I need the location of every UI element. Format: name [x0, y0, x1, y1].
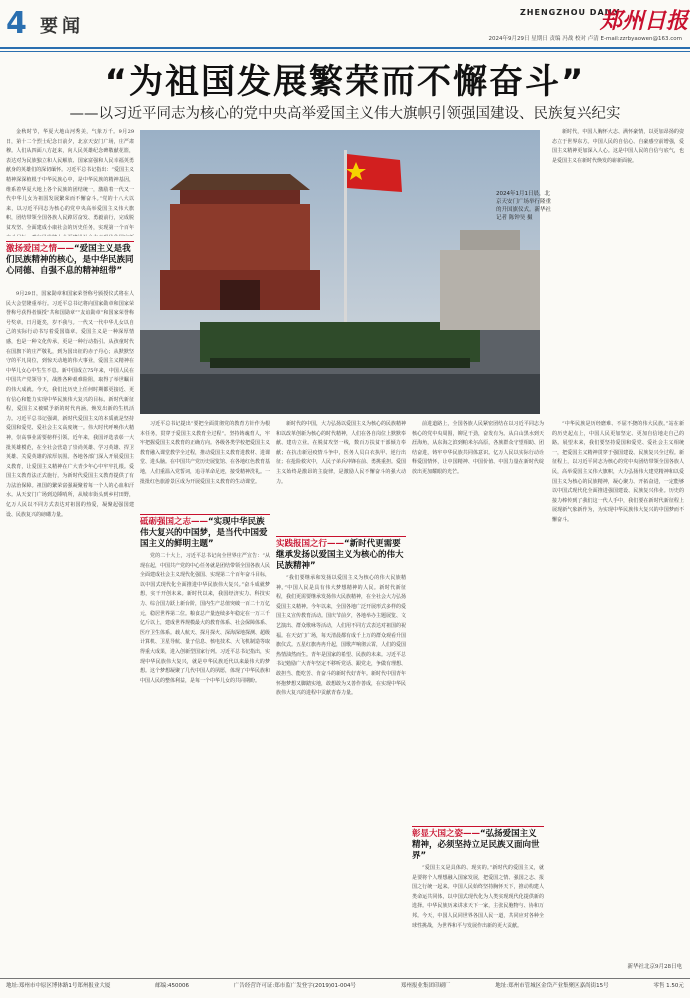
paragraph: “我们要继承和发扬以爱国主义为核心的伟大民族精神。”中国人民是具有伟大梦想精神的人民。新时代新征程，我们更需要继承发扬伟大民族精神，在全社会大力弘扬爱国主义精神。今年以来，全国各地广泛开展形式多样的爱国主义宣传教育活动。国庆节前夕，各地举办主题展览、文艺演出、群众歌咏等活动，人们用不同方式表达对祖国的祝福。在天安门广场，每天清晨都有成千上万的群众观看升国旗仪式。五星红旗冉冉升起，国歌声响彻云霄，人们的爱国热情油然而生。青年是国家的希望、民族的未来。习近平总书记勉励广大青年坚定不移听党话、跟党走，争做有理想、敢担当、能吃苦、肯奋斗的新时代好青年。新时代中国青年怀抱梦想又脚踏实地，敢想敢为又善作善成，在实现中华民族伟大复兴的进程中贡献青春力量。	[276, 575, 406, 697]
article-column-4b	[412, 864, 544, 974]
photo-caption: 2024年1月1日晨，北京天安门广场举行隆重的升国旗仪式。新华社记者 陈钟昊 摄	[496, 191, 552, 221]
article-column-2a	[140, 420, 270, 510]
news-photo	[140, 130, 540, 414]
subtitle-1-text: “爱国主义是我们民族精神的核心，是中华民族同心同德、自强不息的精神纽带”	[6, 244, 134, 276]
subtitle-1-lead: 激扬爱国之情——	[6, 244, 75, 254]
footer-ad-license: 广告经营许可证:郑市监广发登字(2019)01-004号	[233, 983, 357, 989]
article-column-1b	[6, 290, 134, 974]
article-column-1a	[6, 128, 134, 236]
subtitle-rule	[140, 514, 270, 515]
subtitle-4	[412, 829, 544, 862]
subtitle-2-lead: 砥砺强国之志——	[140, 517, 209, 527]
subtitle-3-lead: 实践报国之行——	[276, 539, 345, 549]
article-column-5a	[552, 128, 684, 418]
footer-printer: 郑州报业集团印刷厂	[400, 983, 451, 989]
subtitle-rule	[276, 536, 406, 537]
article-column-3a	[276, 420, 406, 532]
paragraph: “爱国主义是具体的、现实的。”新时代的爱国主义，就是要将个人理想融入国家发展，把爱国之情、强国之志、报国之行统一起来。中国人民始终坚持胸怀天下，推动构建人类命运共同体，以中国式现代化为人类实现现代化提供新的选择。中华民族历来讲求天下一家，主张民胞物与、协和万邦。今天，中国人民同世界各国人民一道，共同应对各种全球性挑战，为世界和平与发展作出新的更大贡献。	[412, 865, 544, 929]
subtitle-rule	[6, 241, 134, 242]
subtitle-3	[276, 539, 406, 572]
subtitle-4-text: “弘扬爱国主义精神，必须坚持立足民族又面向世界”	[412, 829, 540, 861]
subtitle-rule	[412, 826, 544, 827]
paragraph: 新时代的中国，大力弘扬以爱国主义为核心的民族精神和以改革创新为核心的时代精神，人们在各自岗位上默默奉献、建功立业。在脱贫攻坚一线，数百万扶贫干部倾力奉献；在抗击新冠疫情斗争中，医务人员白衣执甲、逆行出征；在抢险救灾中，人民子弟兵冲锋在前、勇挑重担。爱国主义始终是激昂的主旋律，是激励人民不懈奋斗的强大动力。	[276, 421, 406, 485]
footer-print-address: 地址:郑州市管城区金岱产业集聚区嘉尚街15号	[495, 983, 609, 989]
paragraph: 习近平总书记提出“要把全面贯彻党的教育方针作为根本任务，贯穿于爱国主义教育全过程”。坚持铸魂育人，牢牢把握爱国主义教育的正确方向。各级各类学校把爱国主义教育融入课堂教学全过程，推动爱国主义教育进教材、进课堂、进头脑。在中国共产党历史展览馆、在各地红色教育基地，人们重温入党誓词，追寻革命足迹，接受精神洗礼。一批批红色旅游景区成为开展爱国主义教育的生动课堂。	[140, 421, 270, 485]
article-column-2b	[140, 552, 270, 974]
paper-name-english: ZHENGZHOU DAILY	[520, 8, 621, 17]
paragraph: 党的二十大上，习近平总书记向全世界庄严宣告：“从现在起，中国共产党的中心任务就是团结带领全国各族人民全面建成社会主义现代化强国、实现第二个百年奋斗目标，以中国式现代化全面推进中华民族伟大复兴。”奋斗成就梦想，实干开创未来。新时代以来，我国经济实力、科技实力、综合国力跃上新台阶，国内生产总值突破一百二十万亿元，稳居世界第二位。粮食总产量连续多年稳定在一万三千亿斤以上，建成世界规模最大的教育体系、社会保障体系、医疗卫生体系。载人航天、探月探火、深海深地探测、超级计算机、卫星导航、量子信息、核电技术、大飞机制造等取得重大成果，进入创新型国家行列。习近平总书记指出，实现中华民族伟大复兴，就是中华民族近代以来最伟大的梦想。这个梦想凝聚了几代中国人的夙愿，体现了中华民族和中国人民的整体利益，是每一个中华儿女的共同期盼。	[140, 553, 270, 684]
article-column-3b	[276, 574, 406, 974]
subheadline: ——以习近平同志为核心的党中央高举爱国主义伟大旗帜引领强国建设、民族复兴纪实	[69, 106, 621, 122]
masthead-rule	[0, 47, 690, 49]
article-column-4a	[412, 420, 544, 822]
footer-price: 零售 1.50元	[653, 983, 684, 989]
headline: “为祖国发展繁荣而不懈奋斗”	[104, 62, 586, 102]
photo-illustration	[140, 130, 540, 414]
masthead-rule-thin	[0, 51, 690, 52]
dateline: 新华社北京9月28日电	[627, 964, 682, 970]
subtitle-4-lead: 彰显大国之姿——	[412, 829, 481, 839]
footer-rule	[0, 978, 690, 979]
paragraph: 新时代，中国人胸怀大志、满怀豪情，以更加昂扬的姿态立于世界东方。中国人民的自信心、自豪感空前增强，爱国主义精神更加深入人心。这是中国人民的自信与底气，也是爱国主义在新时代焕发的崭新面貌。	[552, 129, 684, 164]
page-number: 4	[6, 6, 27, 41]
paragraph: 金秋时节，华夏大地山河秀美，气象万千。9月29日，第十二个烈士纪念日前夕，北京天安门广场，庄严肃穆。人们从四面八方赶来，向人民英雄纪念碑敬献花篮，表达对为民族独立和人民解放、国家富强和人民幸福英勇献身的英雄们的深切缅怀。习近平总书记指出：“爱国主义精神深深植根于中华民族心中，是中华民族的精神基因，维系着华夏大地上各个民族的团结统一，激励着一代又一代中华儿女为祖国发展繁荣而不懈奋斗。”党的十八大以来，以习近平同志为核心的党中央高举爱国主义伟大旗帜，团结带领全国各族人民踔厉奋发、勇毅前行，完成脱贫攻坚、全面建成小康社会的历史任务，实现第一个百年	[6, 129, 134, 231]
footer	[0, 981, 690, 989]
masthead	[0, 0, 690, 56]
issue-info: 2024年9月29日 星期日 责编 冯战 校对 卢清 E-mail:zzrbyaowen@163.com	[488, 36, 682, 42]
footer-address: 地址:郑州市中原区博体路1号郑州报业大厦	[6, 983, 111, 989]
footer-postcode: 邮编:450006	[155, 983, 190, 989]
paragraph: 9月29日，国家勋章和国家荣誉称号颁授仪式将在人民大会堂隆重举行。习近平总书记将向国家勋章和国家荣誉称号获得者颁授“共和国勋章”“友谊勋章”和国家荣誉称号奖章。日月逝矣，岁不我与。一代又一代中华儿女以自己的实际行动书写着爱国篇章。爱国主义是一种深厚情感，也是一种文化传承，更是一种行动指引。从孩童时代在国旗下的庄严敬礼，到为国出征的赤子丹心；从默默坚守的平凡岗位，到惊天动地的伟大事业，爱国主义精神在中华儿女心中生生不息。新中国成立75年来，中国人民在中国共产党领导下，战胜各种艰难险阻，取得了举世瞩目的伟大成就。今天，我们比历史上任何时期都更接近、更有信心和能力实现中华民族伟大复兴的目标。新时代新征程，爱国主义被赋予新的时代内涵，焕发出新的生机活力。习近平总书记强调，新时代爱国主义的本质就是坚持爱国和爱党、爱社会主义高度统一。伟大时代呼唤伟大精神，崇高事业需要榜样引领。近年来，我国评选表彰一大批英雄模范，在全社会营造了崇尚英雄、学习英雄、捍卫英雄、关爱英雄的浓厚氛围。各地各部门深入开展爱国主义教育，让爱国主义精神在广大青少年心中牢牢扎根。爱国主义教育法正式施行，为新时代爱国主义教育提供了有力法治保障。祖国的繁荣富强凝聚着每一个人的心血和汗水。从天安门广场到边陲哨所，从城市街头到乡村田野，亿万人民以不同方式表达对祖国的热爱，凝聚起强国建设、民族复兴的磅礴力量。	[6, 291, 134, 518]
subtitle-2	[140, 517, 270, 550]
paragraph: 前进道路上，全国各族人民紧密团结在以习近平同志为核心的党中央周围，铆足干劲，奋发有为。从白山黑水到天涯海角，从东海之滨到帕米尔高原，各族群众守望相助、团结奋进，铸牢中华民族共同体意识。亿万人民以实际行动诠释爱国情怀，让中国精神、中国价值、中国力量在新时代绽放出更加耀眼的光芒。	[412, 421, 544, 475]
article-column-5b	[552, 420, 684, 958]
subtitle-3-text: “新时代更需要继承发扬以爱国主义为核心的伟大民族精神”	[276, 539, 404, 571]
paragraph: “中华民族是历经磨难、不屈不挠的伟大民族。”站在新的历史起点上，中国人民更加坚定、更加自信地走自己的路。展望未来，我们要坚持爱国和爱党、爱社会主义相统一，把爱国主义精神贯穿于强国建设、民族复兴全过程。新征程上，以习近平同志为核心的党中央团结带领全国各族人民，高举爱国主义伟大旗帜，大力弘扬伟大建党精神和以爱国主义为核心的民族精神，凝心聚力、开拓奋进，一定能够以中国式现代化全面推进强国建设、民族复兴伟业。历史的接力棒传到了我们这一代人手中，我们要在新时代新征程上展现新气象新作为，为实现中华民族伟大复兴的中国梦而不懈奋斗。	[552, 421, 684, 523]
paper-logo: 郑州日报	[600, 8, 689, 34]
subtitle-2-text: “实现中华民族伟大复兴的中国梦，是当代中国爱国主义的鲜明主题”	[140, 517, 268, 549]
section-name: 要闻	[40, 16, 84, 37]
subtitle-1	[6, 244, 134, 277]
